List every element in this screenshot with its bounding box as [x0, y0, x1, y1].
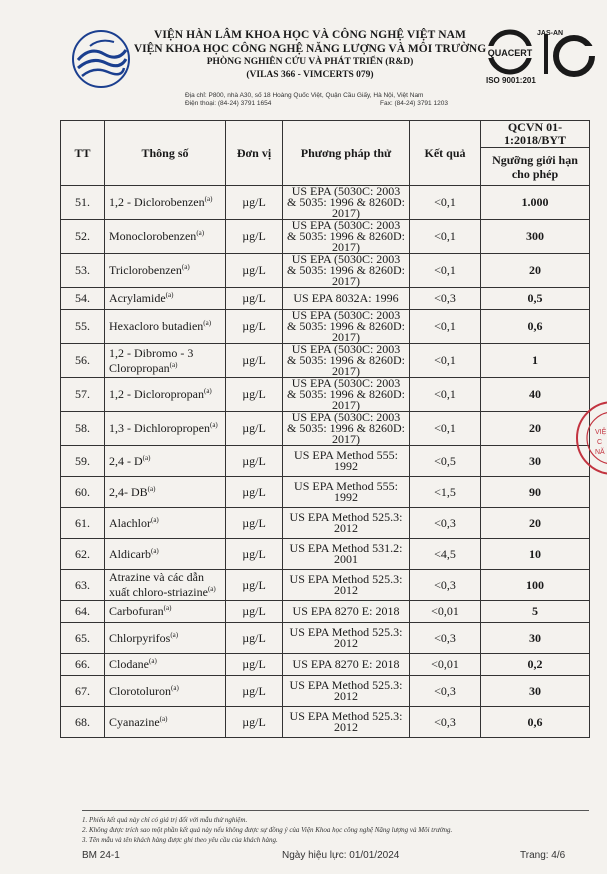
cell-tt: 63.	[61, 570, 105, 601]
cell-tt: 51.	[61, 186, 105, 220]
param-accreditation-mark: (a)	[209, 421, 218, 429]
cell-unit: µg/L	[226, 220, 283, 254]
param-name: Aldicarb	[109, 546, 151, 561]
cell-param	[105, 446, 226, 477]
cell-unit: µg/L	[226, 654, 283, 676]
table-header-row	[61, 121, 590, 148]
cell-param	[105, 220, 226, 254]
cell-tt: 54.	[61, 288, 105, 310]
param-accreditation-mark: (a)	[169, 360, 178, 369]
param-name: Acrylamide	[109, 291, 166, 305]
cell-limit: 30	[481, 676, 590, 707]
page-number: Trang: 4/6	[520, 850, 566, 861]
cell-param	[105, 310, 226, 344]
cell-tt: 65.	[61, 623, 105, 654]
footer-divider	[82, 810, 589, 811]
table-row	[61, 186, 590, 220]
table-row	[61, 378, 590, 412]
table-row	[61, 412, 590, 446]
cell-method: US EPA Method 525.3: 2012	[283, 623, 410, 654]
cert-iso-text: ISO 9001:201	[486, 76, 536, 85]
cell-tt: 62.	[61, 539, 105, 570]
cell-limit: 30	[481, 446, 590, 477]
cell-tt: 61.	[61, 508, 105, 539]
cell-param	[105, 288, 226, 310]
param-name: Chlorpyrifos	[109, 630, 171, 645]
cell-param	[105, 654, 226, 676]
param-accreditation-mark: (a)	[170, 630, 179, 639]
cell-result: <0,1	[410, 412, 481, 446]
param-accreditation-mark: (a)	[181, 263, 190, 271]
cell-method: US EPA 8270 E: 2018	[283, 654, 410, 676]
param-accreditation-mark: (a)	[149, 657, 157, 665]
cell-unit: µg/L	[226, 288, 283, 310]
note-2: 2. Không được trích sao một phần kết quả này nếu không được sự đồng ý của Viện Khoa học công nghệ Năng lượng và Môi trường.	[82, 826, 453, 834]
cell-param	[105, 601, 226, 623]
param-accreditation-mark: (a)	[150, 515, 159, 524]
cell-param	[105, 477, 226, 508]
red-seal-stamp-icon	[573, 398, 607, 478]
cell-result: <0,1	[410, 220, 481, 254]
header-method: Phương pháp thử	[283, 121, 410, 186]
param-name: Hexacloro butadien	[109, 319, 204, 333]
cell-tt: 67.	[61, 676, 105, 707]
param-name: 1,2 - Diclorobenzen	[109, 195, 205, 209]
param-accreditation-mark: (a)	[142, 453, 151, 462]
cell-limit: 5	[481, 601, 590, 623]
cell-param	[105, 412, 226, 446]
param-name: Alachlor	[109, 515, 151, 530]
cell-result: <0,01	[410, 654, 481, 676]
param-accreditation-mark: (a)	[203, 387, 212, 395]
param-name: Triclorobenzen	[109, 263, 182, 277]
cell-result: <0,3	[410, 676, 481, 707]
cell-param	[105, 344, 226, 378]
cell-method: US EPA Method 525.3: 2012	[283, 508, 410, 539]
param-name: 1,2 - Dicloropropan	[109, 387, 204, 401]
cell-result: <0,3	[410, 570, 481, 601]
cell-tt: 64.	[61, 601, 105, 623]
cell-method: US EPA 8270 E: 2018	[283, 601, 410, 623]
cell-limit: 100	[481, 570, 590, 601]
cell-tt: 56.	[61, 344, 105, 378]
header-tt: TT	[61, 121, 105, 186]
cell-limit: 0,6	[481, 310, 590, 344]
org-line-1: VIỆN HÀN LÂM KHOA HỌC VÀ CÔNG NGHỆ VIỆT NAM	[154, 29, 466, 41]
cell-unit: µg/L	[226, 344, 283, 378]
svg-text:NĂ: NĂ	[595, 449, 605, 456]
cell-limit: 40	[481, 378, 590, 412]
cell-limit: 0,5	[481, 288, 590, 310]
param-name: Atrazine và các dẫn xuất chloro-striazine	[109, 570, 208, 599]
cell-result: <0,3	[410, 623, 481, 654]
param-accreditation-mark: (a)	[196, 229, 205, 237]
cell-tt: 55.	[61, 310, 105, 344]
table-row	[61, 288, 590, 310]
cell-method: US EPA (5030C: 2003 & 5035: 1996 & 8260D: 2017)	[283, 186, 410, 220]
cell-result: <0,01	[410, 601, 481, 623]
param-accreditation-mark: (a)	[150, 546, 159, 555]
cell-tt: 60.	[61, 477, 105, 508]
cell-tt: 58.	[61, 412, 105, 446]
org-line-4: (VILAS 366 - VIMCERTS 079)	[246, 70, 374, 80]
institute-logo-icon	[70, 28, 132, 90]
table-row	[61, 623, 590, 654]
cell-unit: µg/L	[226, 676, 283, 707]
org-line-2: VIỆN KHOA HỌC CÔNG NGHỆ NĂNG LƯỢNG VÀ MÔI TRƯỜNG	[133, 43, 487, 55]
cell-unit: µg/L	[226, 412, 283, 446]
cell-result: <0,3	[410, 707, 481, 738]
cell-result: <0,1	[410, 378, 481, 412]
param-name: Clorotoluron	[109, 683, 171, 698]
param-accreditation-mark: (a)	[203, 319, 212, 327]
param-accreditation-mark: (a)	[207, 585, 216, 593]
table-row	[61, 539, 590, 570]
table-row	[61, 446, 590, 477]
cell-limit: 30	[481, 623, 590, 654]
cell-tt: 59.	[61, 446, 105, 477]
param-accreditation-mark: (a)	[165, 291, 174, 299]
header-result: Kết quả	[410, 121, 481, 186]
cell-unit: µg/L	[226, 570, 283, 601]
cell-limit: 90	[481, 477, 590, 508]
cell-unit: µg/L	[226, 310, 283, 344]
cell-unit: µg/L	[226, 186, 283, 220]
cell-result: <0,1	[410, 310, 481, 344]
cell-param	[105, 254, 226, 288]
param-name: Clodane	[109, 657, 149, 671]
table-row	[61, 477, 590, 508]
param-name: Monoclorobenzen	[109, 229, 197, 243]
cell-limit: 0,6	[481, 707, 590, 738]
table-row	[61, 220, 590, 254]
cell-limit: 20	[481, 508, 590, 539]
cell-unit: µg/L	[226, 508, 283, 539]
table-body	[61, 186, 590, 738]
cell-param	[105, 707, 226, 738]
table-row	[61, 310, 590, 344]
table-row	[61, 344, 590, 378]
cell-method: US EPA 8032A: 1996	[283, 288, 410, 310]
cell-unit: µg/L	[226, 539, 283, 570]
org-line-3: PHÒNG NGHIÊN CỨU VÀ PHÁT TRIỂN (R&D)	[206, 57, 414, 67]
cell-unit: µg/L	[226, 254, 283, 288]
cell-limit: 1.000	[481, 186, 590, 220]
cell-method: US EPA (5030C: 2003 & 5035: 1996 & 8260D: 2017)	[283, 310, 410, 344]
table-row	[61, 676, 590, 707]
cell-result: <0,1	[410, 186, 481, 220]
phone-text: Điện thoại: (84-24) 3791 1654	[185, 100, 272, 107]
fax-text: Fax: (84-24) 3791 1203	[380, 100, 448, 107]
cert-brand-text: QUACERT	[487, 48, 533, 58]
cell-result: <1,5	[410, 477, 481, 508]
cell-param	[105, 508, 226, 539]
cell-param	[105, 570, 226, 601]
cell-result: <0,5	[410, 446, 481, 477]
param-accreditation-mark: (a)	[163, 604, 172, 612]
cell-limit: 10	[481, 539, 590, 570]
cell-param	[105, 676, 226, 707]
cell-limit: 1	[481, 344, 590, 378]
param-name: 2,4 - D	[109, 453, 143, 468]
cell-tt: 66.	[61, 654, 105, 676]
header-qcvn: QCVN 01-1:2018/BYT	[481, 121, 590, 148]
table-row	[61, 508, 590, 539]
param-name: Cyanazine	[109, 714, 160, 729]
param-accreditation-mark: (a)	[147, 484, 156, 493]
address-block	[185, 92, 448, 108]
param-accreditation-mark: (a)	[204, 195, 213, 203]
cell-method: US EPA Method 525.3: 2012	[283, 570, 410, 601]
svg-text:C: C	[597, 439, 603, 446]
cell-unit: µg/L	[226, 446, 283, 477]
cell-method: US EPA Method 531.2: 2001	[283, 539, 410, 570]
organization-block	[130, 28, 490, 81]
table-row	[61, 254, 590, 288]
cell-method: US EPA Method 525.3: 2012	[283, 676, 410, 707]
cell-method: US EPA (5030C: 2003 & 5035: 1996 & 8260D: 2017)	[283, 344, 410, 378]
cell-method: US EPA Method 555: 1992	[283, 446, 410, 477]
cell-param	[105, 539, 226, 570]
cell-tt: 68.	[61, 707, 105, 738]
cell-limit: 0,2	[481, 654, 590, 676]
param-accreditation-mark: (a)	[171, 683, 179, 692]
cell-method: US EPA (5030C: 2003 & 5035: 1996 & 8260D: 2017)	[283, 220, 410, 254]
footer-notes	[82, 815, 452, 845]
note-1: 1. Phiếu kết quả này chỉ có giá trị đối với mẫu thử nghiệm.	[82, 816, 248, 824]
cell-param	[105, 378, 226, 412]
param-name: 1,3 - Dichloropropen	[109, 421, 210, 435]
cell-method: US EPA Method 525.3: 2012	[283, 707, 410, 738]
cert-jas-text: JAS-AN	[537, 30, 564, 37]
issue-date: Ngày hiệu lực: 01/01/2024	[282, 850, 400, 861]
cell-unit: µg/L	[226, 477, 283, 508]
form-code: BM 24-1	[82, 850, 120, 861]
header-limit: Ngưỡng giới hạn cho phép	[481, 148, 590, 186]
cell-param	[105, 623, 226, 654]
header-param: Thông số	[105, 121, 226, 186]
table-row	[61, 601, 590, 623]
cell-result: <4,5	[410, 539, 481, 570]
document-header	[0, 0, 607, 118]
cell-method: US EPA (5030C: 2003 & 5035: 1996 & 8260D: 2017)	[283, 378, 410, 412]
cell-method: US EPA (5030C: 2003 & 5035: 1996 & 8260D: 2017)	[283, 254, 410, 288]
table-row	[61, 570, 590, 601]
cell-tt: 52.	[61, 220, 105, 254]
cell-result: <0,3	[410, 508, 481, 539]
param-name: 2,4- DB	[109, 484, 148, 499]
cell-unit: µg/L	[226, 707, 283, 738]
cell-result: <0,1	[410, 344, 481, 378]
note-3: 3. Tên mẫu và tên khách hàng được ghi theo yêu cầu của khách hàng.	[82, 836, 278, 844]
cell-limit: 20	[481, 254, 590, 288]
header-unit: Đơn vị	[226, 121, 283, 186]
table-row	[61, 707, 590, 738]
cell-unit: µg/L	[226, 623, 283, 654]
cell-result: <0,1	[410, 254, 481, 288]
cell-method: US EPA Method 555: 1992	[283, 477, 410, 508]
table-row	[61, 654, 590, 676]
svg-text:VIỆ: VIỆ	[595, 429, 607, 436]
cell-tt: 53.	[61, 254, 105, 288]
cell-result: <0,3	[410, 288, 481, 310]
cell-unit: µg/L	[226, 378, 283, 412]
cell-method: US EPA (5030C: 2003 & 5035: 1996 & 8260D: 2017)	[283, 412, 410, 446]
cell-param	[105, 186, 226, 220]
cell-tt: 57.	[61, 378, 105, 412]
cell-limit: 20	[481, 412, 590, 446]
param-name: Carbofuran	[109, 604, 164, 618]
address-text: Địa chỉ: P800, nhà A30, số 18 Hoàng Quốc Việt, Quận Cầu Giấy, Hà Nội, Việt Nam	[185, 92, 424, 99]
results-table	[60, 120, 590, 738]
param-name: 1,2 - Dibromo - 3 Cloropropan	[109, 345, 194, 375]
param-accreditation-mark: (a)	[159, 714, 168, 723]
cell-limit: 300	[481, 220, 590, 254]
cell-unit: µg/L	[226, 601, 283, 623]
